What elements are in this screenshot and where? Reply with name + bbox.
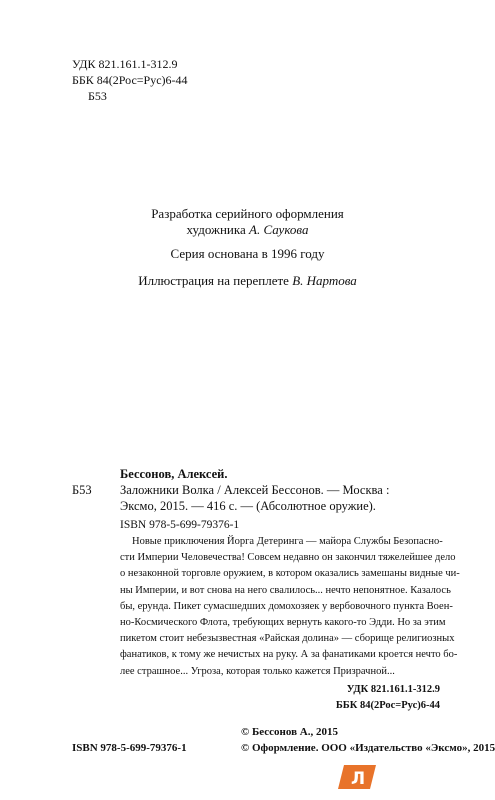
card-isbn: ISBN 978-5-699-79376-1 [120, 519, 240, 531]
footer-isbn: ISBN 978-5-699-79376-1 [72, 742, 187, 754]
card-bbk-code: ББК 84(2Рос=Рус)6-44 [335, 700, 440, 711]
illustration-credit-prefix: Иллюстрация на переплете [138, 273, 293, 288]
copyright-author: © Бессонов А., 2015 [241, 726, 338, 738]
card-body-line: Заложники Волка / Алексей Бессонов. — Москва : [120, 483, 390, 497]
annotation-line: лее страшное... Угроза, которая только кажется Призрачной... [120, 665, 395, 677]
udk-code: УДК 821.161.1-312.9 [72, 57, 178, 71]
card-author: Бессонов, Алексей. [120, 467, 228, 481]
design-artist-name: А. Саукова [249, 222, 309, 237]
logo-letter: Л [350, 769, 366, 789]
litres-logo-icon [332, 763, 382, 791]
card-body-line: Эксмо, 2015. — 416 с. — (Абсолютное оружие). [120, 499, 376, 513]
annotation-line: Новые приключения Йорга Детеринга — майора Службы Безопасно- [132, 536, 443, 547]
series-founded: Серия основана в 1996 году [170, 246, 325, 261]
annotation-line: о незаконной торговле оружием, в котором оказались замешаны видные чи- [120, 568, 460, 580]
annotation-line: бы, ерунда. Пикет сумасшедших домохозяек у вербовочного пункта Воен- [120, 600, 453, 612]
design-credit-line1: Разработка серийного оформления [151, 206, 344, 221]
illustration-artist-name: В. Нартова [292, 273, 357, 288]
annotation-line: сти Империи Человечества! Совсем недавно он закончил тяжелейшее дело [120, 552, 456, 564]
annotation-line: ны Империи, и вот снова на него свалилось... нечто непонятное. Казалось [120, 584, 451, 596]
design-credit-line2 [0, 222, 495, 238]
card-annotation [120, 534, 460, 680]
copyright-design: © Оформление. ООО «Издательство «Эксмо», 2015 [241, 742, 495, 754]
card-udk-code: УДК 821.161.1-312.9 [346, 684, 440, 695]
card-bibliographic-description [120, 482, 440, 514]
author-mark: Б53 [88, 89, 107, 103]
card-author-mark: Б53 [72, 483, 92, 497]
design-credit-prefix: художника [186, 222, 250, 237]
bbk-code: ББК 84(2Рос=Рус)6-44 [72, 73, 188, 87]
annotation-line: пикетом стоит небезызвестная «Райская долина» — сборище религиозных [120, 633, 455, 645]
annotation-line: фанатиков, к тому же нечистых на руку. А за фанатиками кроется нечто бо- [120, 649, 458, 661]
annotation-line: но-Космического Флота, требующих вернуть какого-то Эдди. Но за этим [120, 617, 446, 629]
illustration-credit [0, 273, 495, 289]
